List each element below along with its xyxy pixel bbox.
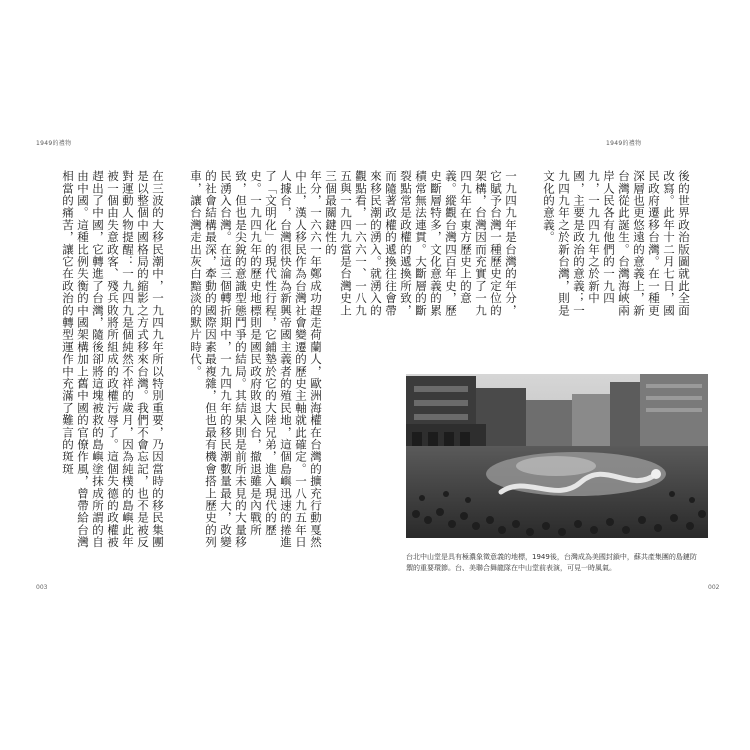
body-text bbox=[324, 170, 706, 320]
page-number: 003 bbox=[36, 584, 48, 591]
paragraph: 年分，一六六一年鄭成功趕走荷蘭人，歐洲海權在台灣的擴充行動戛然中止，漢人移民作為台灣社會變遷的歷史主軸就此確定。一八九五年日人據台，台灣很快淪為新興帝國主義者的殖民地，這個島嶼迅速的捲進了「文明化」的現代性行程，它鋪墊於它的大陸兄弟，進入現代的歷史。一九四九年的歷史地標則是國民政府敗退入台，撤退雖是內戰所致，但也是尖銳的意識型態鬥爭的結局。其結果則是前所未見的大量移民湧入台灣。在這三個轉折期中，一九四九年的移民潮數量最大，改變的社會結構最深，牽動的國際因素最複雜，但也最有機會搭上歷史的列車，讓台灣走出灰白黯淡的默片時代。 bbox=[189, 170, 323, 549]
right-page bbox=[324, 126, 722, 604]
body-text bbox=[50, 170, 338, 550]
running-header: 1949的禮物 bbox=[606, 140, 642, 147]
paragraph: 後的世界政治版圖就此全面改寫。此年十二月七日，國民政府遷移台灣。在一種更深層也更悠遠的意義上，新台灣從此誕生。台灣海峽兩岸人民各有他們的一九四九，一九四九年之於新中國，主要是政治的意義；一九四九年之於新台灣，則是文化的意義。 bbox=[542, 170, 691, 317]
running-header: 1949的禮物 bbox=[36, 140, 72, 147]
historical-photo bbox=[406, 374, 708, 538]
paragraph: 一九四九年是台灣的年分，它賦予台灣一種歷史定位的架構，台灣因而充實了一九四九年在東方歷史上的意義。縱觀台灣四百年史，歷史斷層特多，文化意義的累積常無法連貫。大斷層的斷裂點常是政權的遞換所致，而隨著政權的遞換往往會帶來移民潮的湧入。就湧入的觀點看，一六六一、一八九五與一九四九當是台灣史上三個最關鍵性的 bbox=[324, 170, 518, 317]
photo-caption: 台北中山堂是具有極濃象徵意義的地標，1949後，台灣成為美國封鎖中，蘇共產集團的島鏈防禦的重要環節。台、美聯合舞龍隊在中山堂前表演，可見一時風氣。 bbox=[406, 553, 697, 572]
page-number: 002 bbox=[708, 584, 720, 591]
paragraph: 在三波的大移民潮中，一九四九年所以特別重要，乃因當時的移民集團是以整個中國格局的縮影之方式移來台灣。我們不會忘記，也不是被反對運動人物提醒：一九四九是個純然不祥的歲月，因為純樸的島嶼此年被一個由失意政客、殘兵敗將所組成的政權污辱了。這個失德的政權被趕出了中國，它轉進了台灣，隨後卻將這塊被救的島嶼塗抹成所謂的自由中國。這種比例失衡的中國架構加上舊中國的官僚作風，曾帶給台灣相當的痛苦，讓它在政治的轉型運作中充滿了難言的斑斑 bbox=[61, 170, 165, 549]
